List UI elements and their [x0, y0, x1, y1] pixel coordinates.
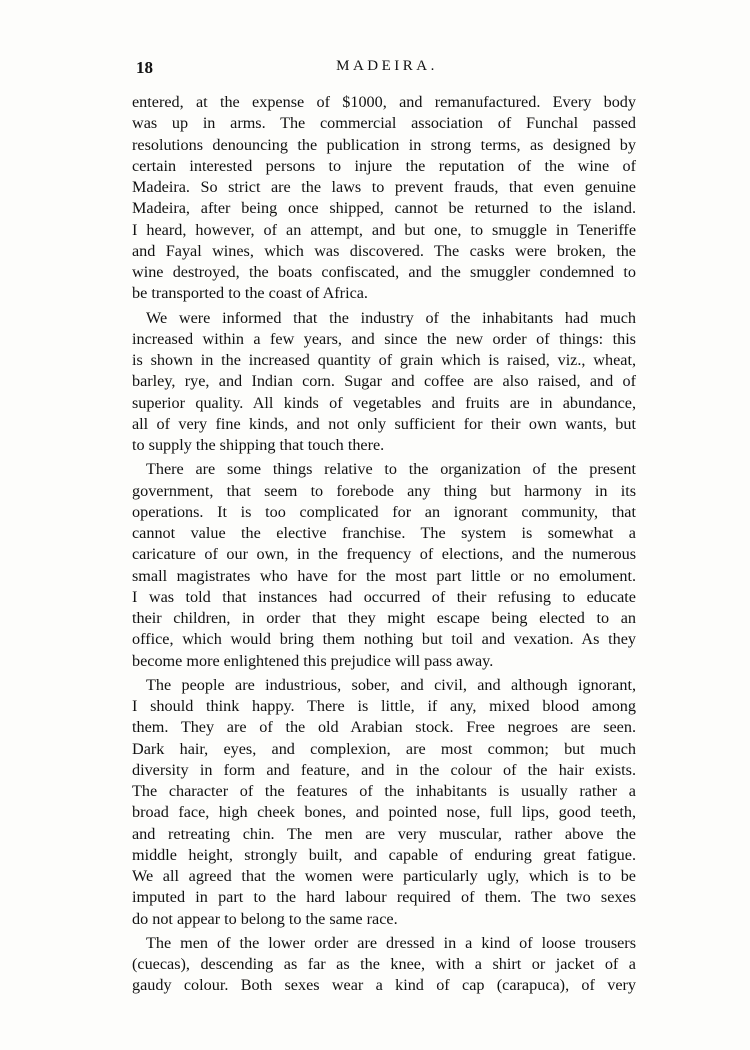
running-title: MADEIRA.	[336, 58, 438, 74]
text-line: There are some things relative to the organization of the present	[146, 460, 636, 479]
text-line: is shown in the increased quantity of grain which is raised, viz., wheat,	[132, 351, 636, 369]
text-line: The character of the features of the inhabitants is usually rather a	[132, 782, 636, 800]
text-line: certain interested persons to injure the reputation of the wine of	[132, 156, 636, 175]
text-line: operations. It is too complicated for an ignorant community, that	[132, 502, 636, 521]
text-line: their children, in order that they might escape being elected to an	[132, 609, 636, 627]
text-line: increased within a few years, and since the new order of things: this	[132, 329, 636, 348]
text-line: The people are industrious, sober, and civil, and although ignorant,	[146, 675, 636, 694]
text-line: Dark hair, eyes, and complexion, are most common; but much	[132, 739, 636, 758]
text-line: small magistrates who have for the most part little or no emolument.	[132, 566, 636, 585]
text-line: become more enlightened this prejudice will pass away.	[132, 651, 494, 670]
text-line: The men of the lower order are dressed in a kind of loose trousers	[146, 933, 636, 952]
text-line: be transported to the coast of Africa.	[132, 284, 368, 303]
text-line: and Fayal wines, which was discovered. The casks were broken, the	[132, 241, 636, 260]
text-line: I should think happy. There is little, if any, mixed blood among	[132, 697, 636, 715]
text-line: to supply the shipping that touch there.	[132, 436, 385, 454]
running-header	[136, 58, 638, 82]
text-line: I heard, however, of an attempt, and but one, to smuggle in Teneriffe	[132, 220, 636, 239]
text-line: government, that seem to forebode any thing but harmony in its	[132, 481, 636, 500]
text-line: I was told that instances had occurred of their refusing to educate	[132, 587, 636, 606]
text-line: resolutions denouncing the publication in strong terms, as designed by	[132, 135, 636, 154]
text-line: and retreating chin. The men are very muscular, rather above the	[132, 824, 636, 843]
paragraph	[132, 308, 636, 457]
text-line: barley, rye, and Indian corn. Sugar and coffee are also raised, and of	[132, 372, 636, 391]
text-line: do not appear to belong to the same race.	[132, 909, 398, 928]
text-line: imputed in part to the hard labour required of them. The two sexes	[132, 888, 636, 907]
paragraph	[132, 933, 636, 997]
text-line: cannot value the elective franchise. The system is somewhat a	[132, 524, 636, 542]
text-line: (cuecas), descending as far as the knee, with a shirt or jacket of a	[132, 955, 636, 973]
text-line: office, which would bring them nothing but toil and vexation. As they	[132, 630, 636, 649]
text-line: middle height, strongly built, and capable of enduring great fatigue.	[132, 845, 636, 864]
text-line: We all agreed that the women were particularly ugly, which is to be	[132, 867, 636, 885]
text-line: gaudy colour. Both sexes wear a kind of cap (carapuca), of very	[132, 976, 636, 995]
paragraph	[132, 675, 636, 930]
text-line: wine destroyed, the boats confiscated, and the smuggler condemned to	[132, 263, 636, 281]
page-number: 18	[136, 58, 153, 77]
text-line: superior quality. All kinds of vegetables and fruits are in abundance,	[132, 393, 636, 412]
text-line: We were informed that the industry of the inhabitants had much	[146, 308, 636, 327]
text-line: entered, at the expense of $1000, and remanufactured. Every body	[132, 93, 636, 111]
text-line: them. They are of the old Arabian stock. Free negroes are seen.	[132, 718, 636, 737]
body-text	[132, 92, 636, 997]
text-line: all of very fine kinds, and not only sufficient for their own wants, but	[132, 414, 636, 433]
paragraph	[132, 459, 636, 672]
text-line: broad face, high cheek bones, and pointed nose, full lips, good teeth,	[132, 803, 636, 822]
text-line: diversity in form and feature, and in the colour of the hair exists.	[132, 760, 636, 779]
paragraph	[132, 92, 636, 305]
text-line: Madeira, after being once shipped, cannot be returned to the island.	[132, 199, 636, 218]
text-line: caricature of our own, in the frequency of elections, and the numerous	[132, 545, 636, 564]
text-line: was up in arms. The commercial association of Funchal passed	[132, 114, 636, 133]
text-line: Madeira. So strict are the laws to prevent frauds, that even genuine	[132, 178, 636, 196]
